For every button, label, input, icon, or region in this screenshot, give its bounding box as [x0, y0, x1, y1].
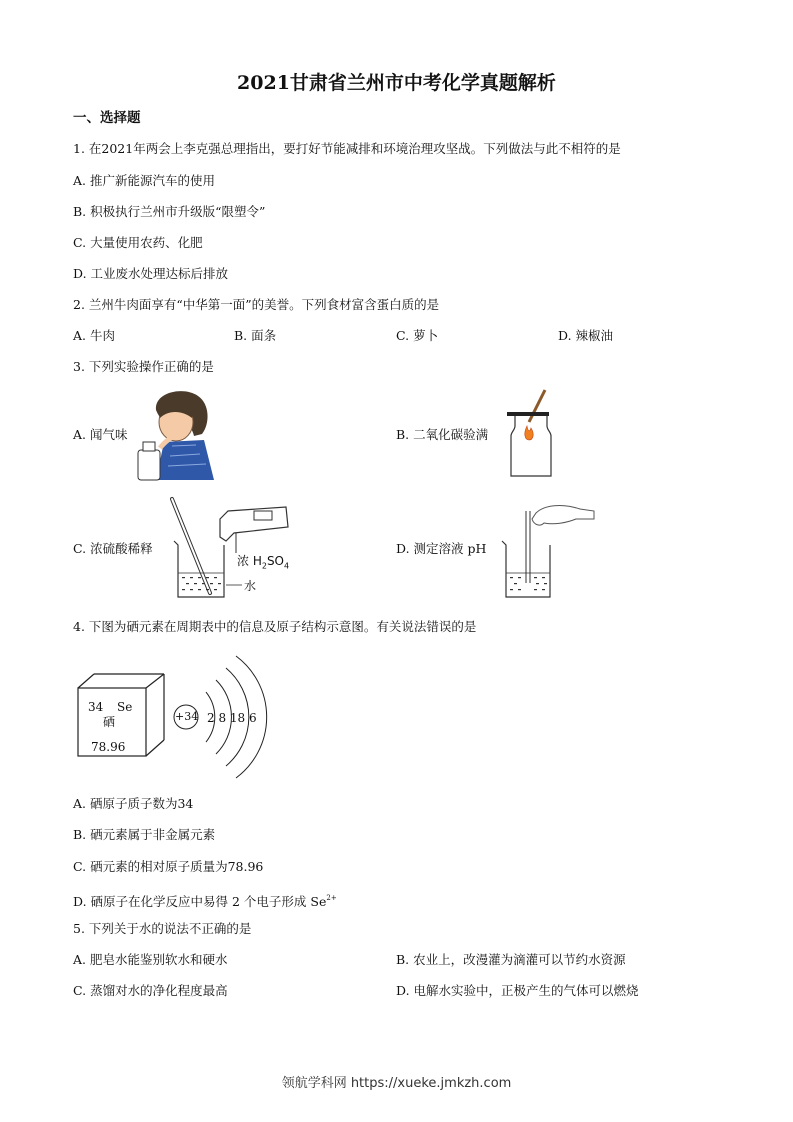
- acid-label: 浓 $H_2SO_4$: [237, 554, 290, 571]
- dilution-illustration: [170, 497, 290, 600]
- q1-option-c[interactable]: C. 大量使用农药、化肥: [73, 235, 203, 250]
- q4-option-c[interactable]: C. 硒元素的相对原子质量为78.96: [73, 859, 264, 874]
- q3-option-c[interactable]: C. 浓硫酸稀释: [73, 541, 153, 556]
- nucleus-charge: +34: [175, 710, 199, 723]
- q5-option-a[interactable]: A. 肥皂水能鉴别软水和硬水: [73, 952, 228, 967]
- q2-option-a[interactable]: A. 牛肉: [73, 328, 115, 343]
- q3-stem: 3. 下列实验操作正确的是: [73, 359, 214, 374]
- q3-option-b[interactable]: B. 二氧化碳验满: [396, 427, 489, 442]
- q3-option-a[interactable]: A. 闻气味: [73, 427, 128, 442]
- q2-stem: 2. 兰州牛肉面享有“中华第一面”的美誉。下列食材富含蛋白质的是: [73, 297, 440, 312]
- element-name: 硒: [103, 715, 116, 729]
- page-title: 2021甘肃省兰州市中考化学真题解析: [237, 72, 556, 94]
- water-label: 水: [244, 579, 257, 593]
- q3-option-d[interactable]: D. 测定溶液 pH: [396, 541, 487, 556]
- atomic-number: 34: [88, 700, 104, 714]
- q1-option-b[interactable]: B. 积极执行兰州市升级版“限塑令”: [73, 204, 266, 219]
- electron-shells: 2 8 18 6: [207, 711, 257, 725]
- q1-option-d[interactable]: D. 工业废水处理达标后排放: [73, 266, 229, 281]
- section-heading: 一、选择题: [73, 110, 141, 126]
- q5-option-b[interactable]: B. 农业上，改漫灌为滴灌可以节约水资源: [396, 952, 626, 967]
- q2-option-d[interactable]: D. 辣椒油: [558, 328, 614, 343]
- q1-option-a[interactable]: A. 推广新能源汽车的使用: [73, 173, 215, 188]
- q5-option-d[interactable]: D. 电解水实验中，正极产生的气体可以燃烧: [396, 983, 639, 998]
- q4-option-b[interactable]: B. 硒元素属于非金属元素: [73, 827, 216, 842]
- q5-option-c[interactable]: C. 蒸馏对水的净化程度最高: [73, 983, 228, 998]
- q1-stem: 1. 在2021年两会上李克强总理指出，要打好节能减排和环境治理攻坚战。下列做法与此不相符的是: [73, 141, 621, 156]
- element-symbol: Se: [117, 700, 133, 714]
- q4-option-d[interactable]: D. 硒原子在化学反应中易得 2 个电子形成 $Se^{2+}$: [73, 894, 337, 909]
- q2-option-c[interactable]: C. 萝卜: [396, 328, 439, 343]
- ph-test-illustration: [500, 497, 596, 600]
- atomic-mass: 78.96: [91, 740, 126, 754]
- q4-stem: 4. 下图为硒元素在周期表中的信息及原子结构示意图。有关说法错误的是: [73, 619, 477, 634]
- smelling-illustration: [136, 388, 216, 480]
- footer-watermark: 领航学科网 https://xueke.jmkzh.com: [281, 1076, 512, 1091]
- q5-stem: 5. 下列关于水的说法不正确的是: [73, 921, 252, 936]
- q4-option-a[interactable]: A. 硒原子质子数为34: [73, 796, 194, 811]
- co2-test-illustration: [505, 388, 565, 480]
- q2-option-b[interactable]: B. 面条: [234, 328, 277, 343]
